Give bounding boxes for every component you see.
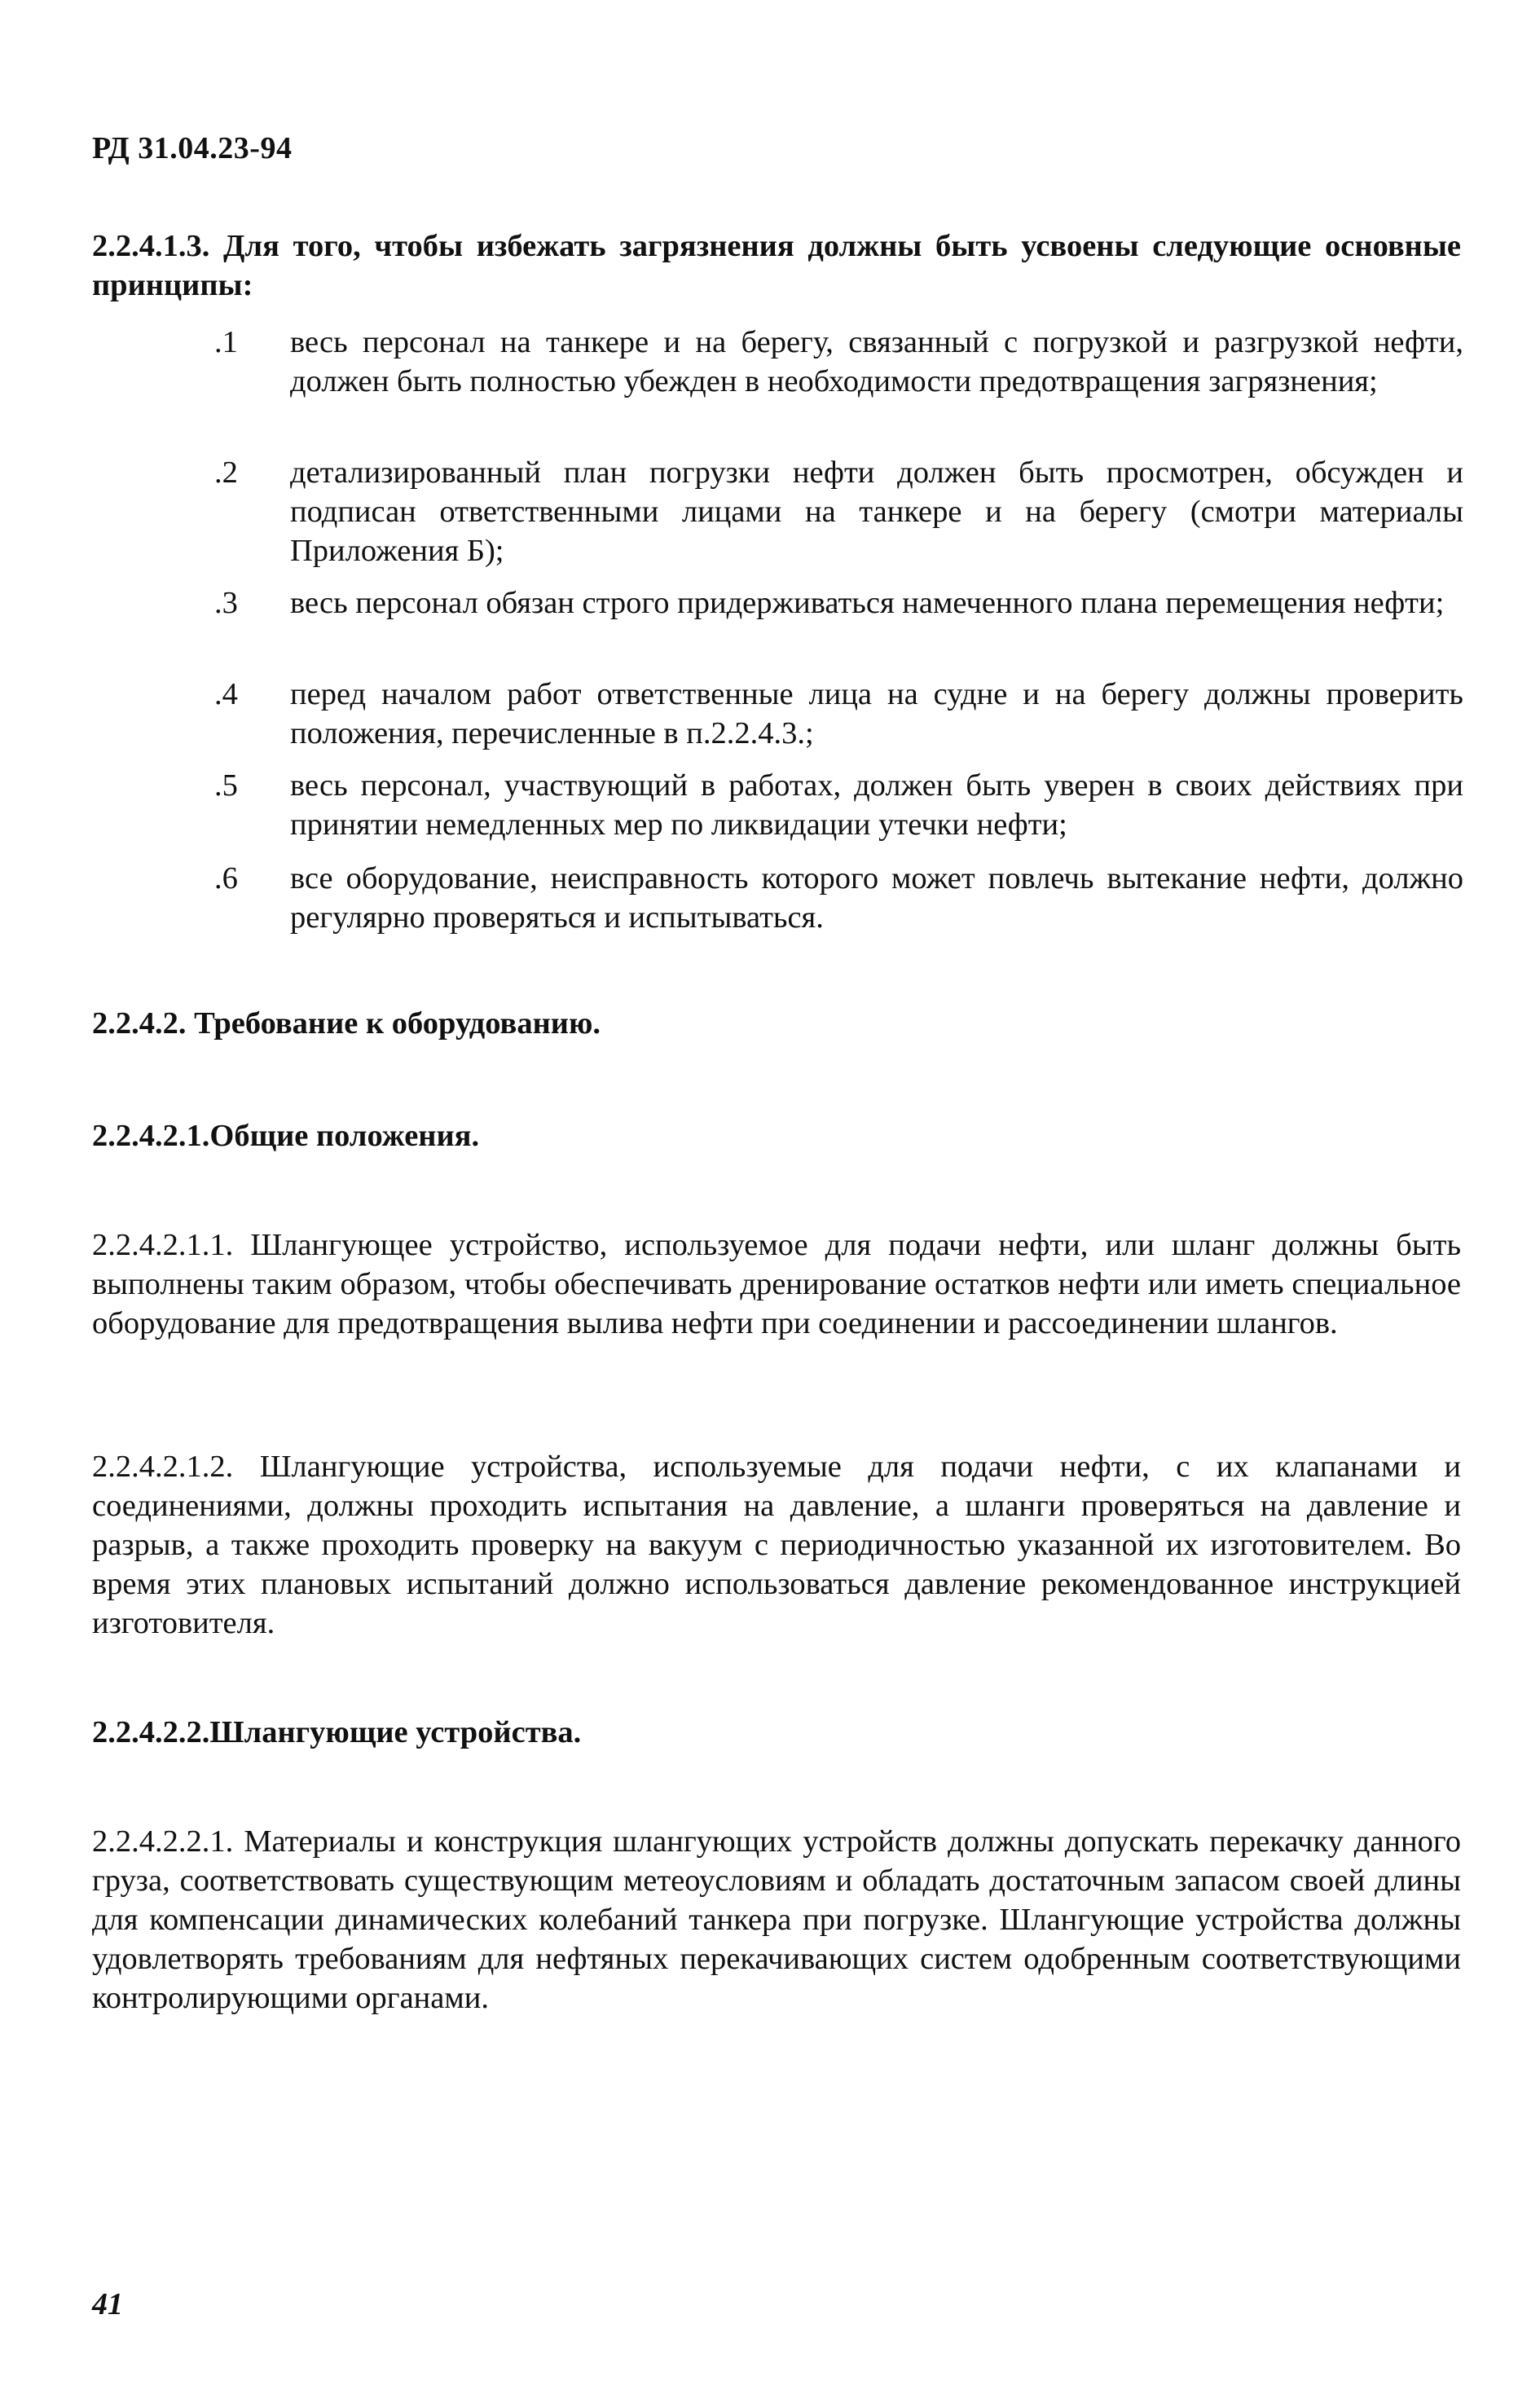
document-code: РД 31.04.23-94 <box>92 131 293 165</box>
section-heading-hoses: 2.2.4.2.2.Шлангующие устройства. <box>92 1715 582 1749</box>
principle-text: перед началом работ ответственные лица на судне и на берегу должны проверить положения, перечисленные в п.2.2.4.3.; <box>290 677 1463 750</box>
principle-text: все оборудование, неисправность которого может повлечь вытекание нефти, должно регулярно проверяться и испытываться. <box>290 861 1463 935</box>
section-heading-equipment: 2.2.4.2. Требование к оборудованию. <box>92 1006 601 1041</box>
paragraph-2-2-4-2-1-2: 2.2.4.2.1.2. Шлангующие устройства, используемые для подачи нефти, с их клапанами и соединениями, должны проходить испытания на давление, а шланги проверяться на давление и разрыв, а также проходить проверку на вакуум с периодичностью указанной их изготовителем. Во время этих плановых испытаний должно использоваться давление рекомендованное инструкцией изготовителя. <box>92 1450 1461 1640</box>
page-number: 41 <box>92 2287 123 2321</box>
principle-number: .2 <box>214 455 238 490</box>
principle-text: весь персонал обязан строго придерживаться намеченного плана перемещения нефти; <box>290 586 1445 620</box>
principle-text: детализированный план погрузки нефти должен быть просмотрен, обсужден и подписан ответственными лицами на танкере и на берегу (смотри материалы Приложения Б); <box>290 455 1463 568</box>
intro-paragraph: 2.2.4.1.3. Для того, чтобы избежать загрязнения должны быть усвоены следующие основные принципы: <box>92 229 1461 302</box>
section-heading-general: 2.2.4.2.1.Общие положения. <box>92 1119 480 1153</box>
principle-text: весь персонал, участвующий в работах, должен быть уверен в своих действиях при принятии немедленных мер по ликвидации утечки нефти; <box>290 768 1463 842</box>
principle-text: весь персонал на танкере и на берегу, связанный с погрузкой и разгрузкой нефти, должен быть полностью убежден в необходимости предотвращения загрязнения; <box>290 325 1463 398</box>
principle-number: .4 <box>214 677 238 711</box>
paragraph-2-2-4-2-2-1: 2.2.4.2.2.1. Материалы и конструкция шлангующих устройств должны допускать перекачку данного груза, соответствовать существующим метеоусловиям и обладать достаточным запасом своей длины для компенсации динамических колебаний танкера при погрузке. Шлангующие устройства должны удовлетворять требованиям для нефтяных перекачивающих систем одобренным соответствующими контролирующими органами. <box>92 1824 1461 2015</box>
principle-number: .5 <box>214 768 238 803</box>
principle-number: .3 <box>214 586 238 620</box>
paragraph-2-2-4-2-1-1: 2.2.4.2.1.1. Шлангующее устройство, используемое для подачи нефти, или шланг должны быть выполнены таким образом, чтобы обеспечивать дренирование остатков нефти или иметь специальное оборудование для предотвращения вылива нефти при соединении и рассоединении шлангов. <box>92 1228 1461 1340</box>
principle-number: .6 <box>214 861 238 895</box>
principle-number: .1 <box>214 325 238 359</box>
